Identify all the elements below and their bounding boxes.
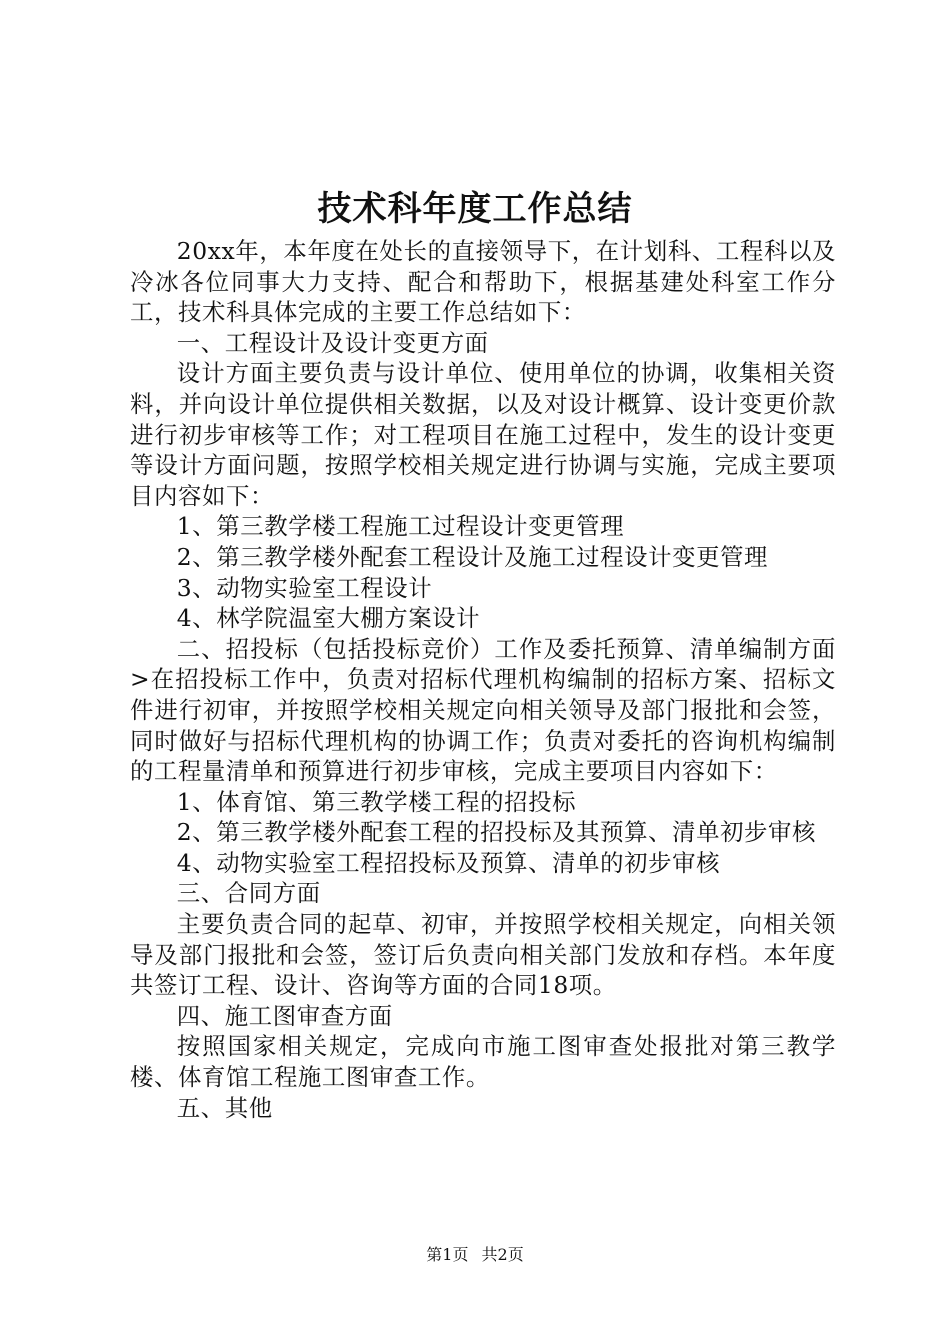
paragraph-design: 设计方面主要负责与设计单位、使用单位的协调，收集相关资料，并向设计单位提供相关数据，以及对设计概算、设计变更价款进行初步审核等工作；对工程项目在施工过程中，发生的设计变更等设计方面问题，按照学校相关规定进行协调与实施，完成主要项目内容如下： [130, 359, 836, 510]
list-item: 2、第三教学楼外配套工程的招投标及其预算、清单初步审核 [176, 818, 817, 847]
document-body [130, 236, 836, 1123]
paragraph-review: 按照国家相关规定，完成向市施工图审查处报批对第三教学楼、体育馆工程施工图审查工作。 [130, 1032, 836, 1092]
list-item: 2、第三教学楼外配套工程设计及施工过程设计变更管理 [176, 542, 769, 571]
page-number: 第1页 [426, 1245, 469, 1264]
list-item: 4、林学院温室大棚方案设计 [176, 604, 481, 633]
paragraph-intro: 20xx年，本年度在处长的直接领导下，在计划科、工程科以及冷冰各位同事大力支持、配合和帮助下，根据基建处科室工作分工，技术科具体完成的主要工作总结如下： [130, 237, 836, 327]
page-total: 共2页 [481, 1245, 524, 1264]
list-item: 3、动物实验室工程设计 [176, 573, 433, 602]
section-heading-design: 一、工程设计及设计变更方面 [176, 328, 489, 357]
list-item: 1、第三教学楼工程施工过程设计变更管理 [176, 512, 625, 541]
section-heading-other: 五、其他 [176, 1093, 273, 1122]
document-title: 技术科年度工作总结 [317, 189, 633, 229]
page-footer [0, 1244, 950, 1266]
paragraph-bidding: 二、招投标（包括投标竞价）工作及委托预算、清单编制方面>在招投标工作中，负责对招标代理机构编制的招标方案、招标文件进行初审，并按照学校相关规定向相关领导及部门报批和会签，同时做好与招标代理机构的协调工作；负责对委托的咨询机构编制的工程量清单和预算进行初步审核，完成主要项目内容如下： [130, 634, 836, 786]
list-item: 4、动物实验室工程招投标及预算、清单的初步审核 [176, 848, 721, 877]
section-heading-contract: 三、合同方面 [176, 879, 321, 908]
paragraph-contract: 主要负责合同的起草、初审，并按照学校相关规定，向相关领导及部门报批和会签，签订后负责向相关部门发放和存档。本年度共签订工程、设计、咨询等方面的合同18项。 [130, 910, 836, 1000]
section-heading-review: 四、施工图审查方面 [176, 1001, 393, 1030]
list-item: 1、体育馆、第三教学楼工程的招投标 [176, 787, 577, 816]
